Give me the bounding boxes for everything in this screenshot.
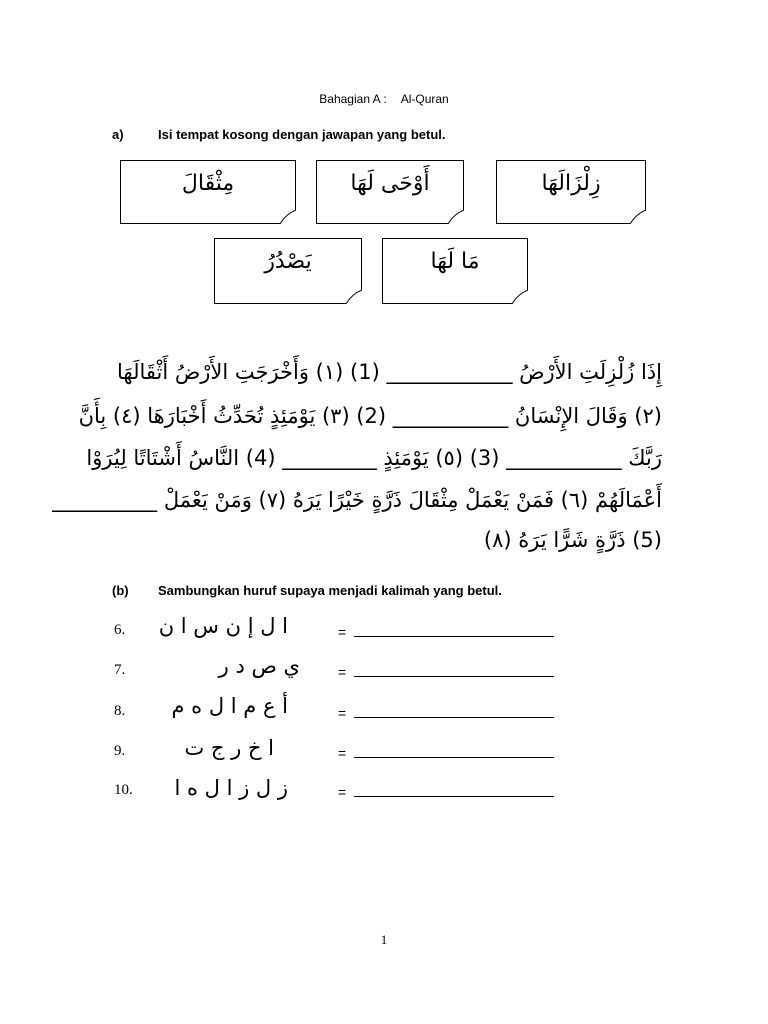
answer-line[interactable]: [354, 662, 554, 677]
word-card: [316, 160, 464, 224]
word-card: [120, 160, 296, 224]
equals-sign: =: [338, 624, 347, 640]
passage-line: (5) ذَرَّةٍ شَرًّا يَرَهُ (٨): [483, 528, 662, 552]
page-curl-icon: [512, 290, 528, 304]
question-a-instruction: Isi tempat kosong dengan jawapan yang betul.: [158, 127, 446, 142]
equals-sign: =: [338, 745, 347, 761]
answer-line[interactable]: [354, 782, 554, 797]
equals-sign: =: [338, 784, 347, 800]
question-a-letter: a): [112, 127, 124, 142]
word-card-text: مَا لَهَا: [430, 249, 480, 274]
letter-set: ا ل إ ن س ا ن: [158, 614, 288, 638]
answer-line[interactable]: [354, 622, 554, 637]
letter-set: ز ل ز ا ل ه ا: [174, 776, 288, 800]
word-card-text: زِلْزَالَهَا: [541, 171, 601, 196]
question-b-letter: (b): [112, 583, 129, 598]
item-number: 9.: [114, 743, 126, 759]
letter-set: أ ع م ا ل ه م: [171, 694, 288, 718]
item-number: 8.: [114, 703, 126, 719]
passage-line: أَعْمَالَهُمْ (٦) فَمَنْ يَعْمَلْ مِثْقَالَ ذَرَّةٍ خَيْرًا يَرَهُ (٧) وَمَنْ يَعْمَلْ __________: [52, 488, 662, 512]
item-number: 7.: [114, 662, 126, 678]
page-curl-icon: [630, 210, 646, 224]
letter-set: ي ص د ر: [218, 654, 300, 678]
word-card-text: مِثْقَالَ: [181, 171, 235, 196]
passage-line: إِذَا زُلْزِلَتِ الأَرْضُ ____________ (1) (١) وَأَخْرَجَتِ الأَرْضُ أَثْقَالَهَا: [116, 360, 662, 384]
letter-set: ا خ ر ج ت: [184, 736, 274, 760]
word-card-text: أَوْحَى لَهَا: [350, 171, 430, 196]
item-number: 6.: [114, 622, 126, 638]
item-number: 10.: [114, 782, 133, 798]
word-card: [214, 238, 362, 304]
word-card: [382, 238, 528, 304]
section-part: Bahagian A :: [319, 92, 387, 106]
page-curl-icon: [346, 290, 362, 304]
question-b-instruction: Sambungkan huruf supaya menjadi kalimah yang betul.: [158, 583, 502, 598]
word-card: [496, 160, 646, 224]
page-curl-icon: [280, 210, 296, 224]
answer-line[interactable]: [354, 743, 554, 758]
section-title: [0, 92, 768, 106]
equals-sign: =: [338, 664, 347, 680]
passage-line: رَبَّكَ ___________ (3) (٥) يَوْمَئِذٍ _________ (4) النَّاسُ أَشْتَاتًا لِيُرَوْا: [86, 446, 662, 470]
passage-line: (٢) وَقَالَ الإِنْسَانُ ___________ (2) (٣) يَوْمَئِذٍ تُحَدِّثُ أَخْبَارَهَا (٤) بِأَنَّ: [78, 404, 662, 428]
page-curl-icon: [448, 210, 464, 224]
answer-line[interactable]: [354, 703, 554, 718]
section-subject: Al-Quran: [400, 92, 449, 106]
page-number: 1: [380, 932, 388, 947]
equals-sign: =: [338, 705, 347, 721]
word-card-text: يَصْدُرُ: [264, 249, 312, 274]
